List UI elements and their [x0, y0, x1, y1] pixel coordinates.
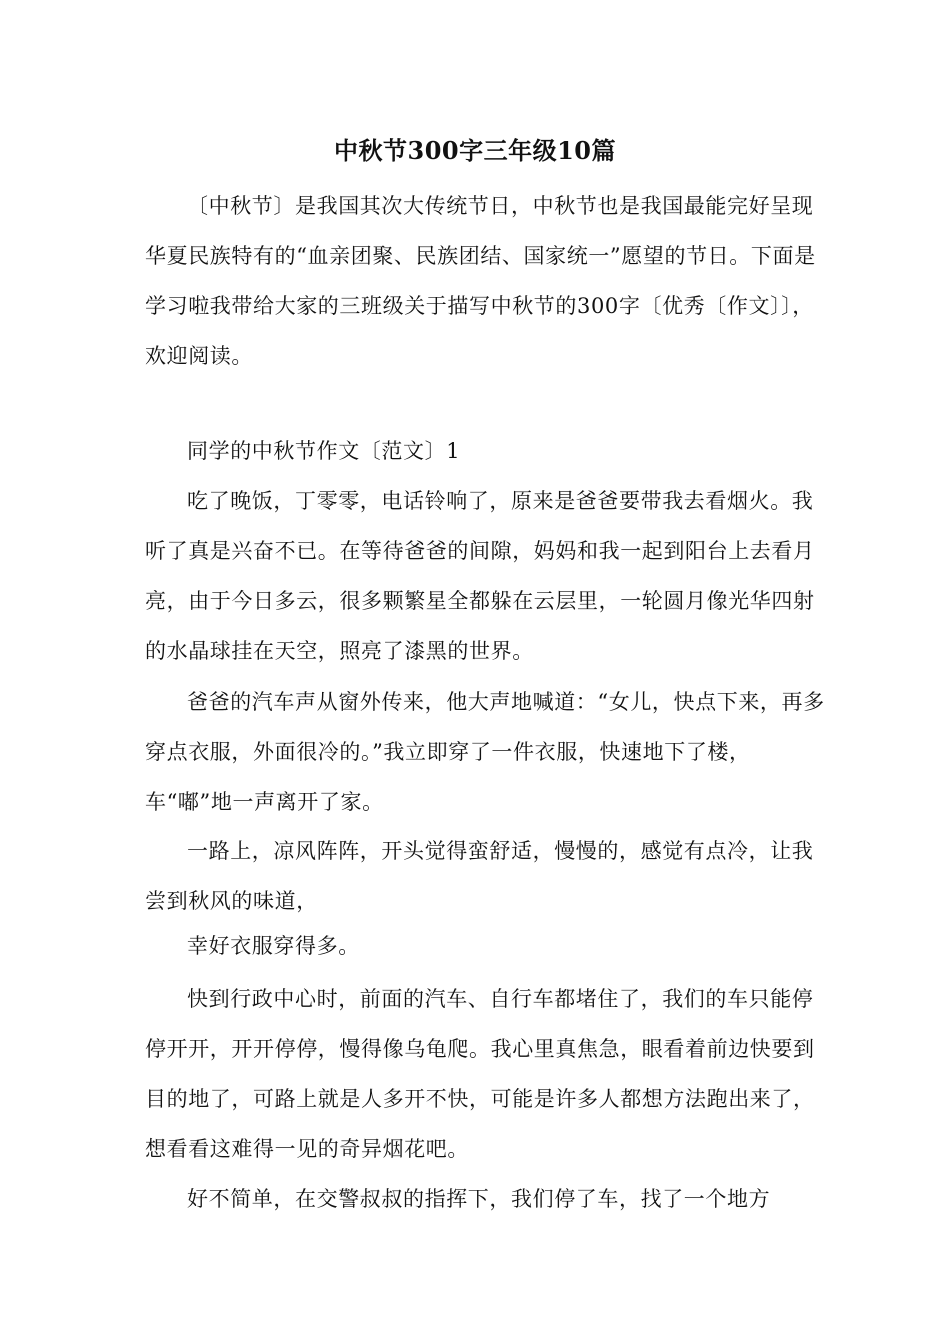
body-paragraph: 幸好衣服穿得多。	[187, 934, 360, 958]
document-title: 中秋节300字三年级10篇	[334, 136, 616, 165]
body-paragraph: 爸爸的汽车声从窗外传来，他大声地喊道：“女儿，快点下来，再多穿点衣服，外面很冷的。”我立即穿了一件衣服，快速地下了楼，车“嘟”地一声离开了家。	[145, 690, 825, 814]
body-paragraph: 吃了晚饭，丁零零，电话铃响了，原来是爸爸要带我去看烟火。我听了真是兴奋不已。在等待爸爸的间隙，妈妈和我一起到阳台上去看月亮，由于今日多云，很多颗繁星全都躲在云层里，一轮圆月像光华四射的水晶球挂在天空，照亮了漆黑的世界。	[145, 489, 815, 663]
body-paragraph: 快到行政中心时，前面的汽车、自行车都堵住了，我们的车只能停停开开，开开停停，慢得像乌龟爬。我心里真焦急，眼看着前边快要到目的地了，可路上就是人多开不快，可能是许多人都想方法跑出来了，想看看这难得一见的奇异烟花吧。	[145, 987, 815, 1161]
body-paragraph: 一路上，凉风阵阵，开头觉得蛮舒适，慢慢的，感觉有点冷，让我尝到秋风的味道，	[145, 839, 814, 913]
section-heading: 同学的中秋节作文〔范文〕1	[187, 439, 461, 463]
intro-paragraph: 〔中秋节〕是我国其次大传统节日，中秋节也是我国最能完好呈现华夏民族特有的“血亲团聚、民族团结、国家统一”愿望的节日。下面是学习啦我带给大家的三班级关于描写中秋节的300字〔优秀〔作文〕〕，欢迎阅读。	[145, 194, 816, 368]
body-paragraph: 好不简单，在交警叔叔的指挥下，我们停了车，找了一个地方	[187, 1187, 771, 1211]
